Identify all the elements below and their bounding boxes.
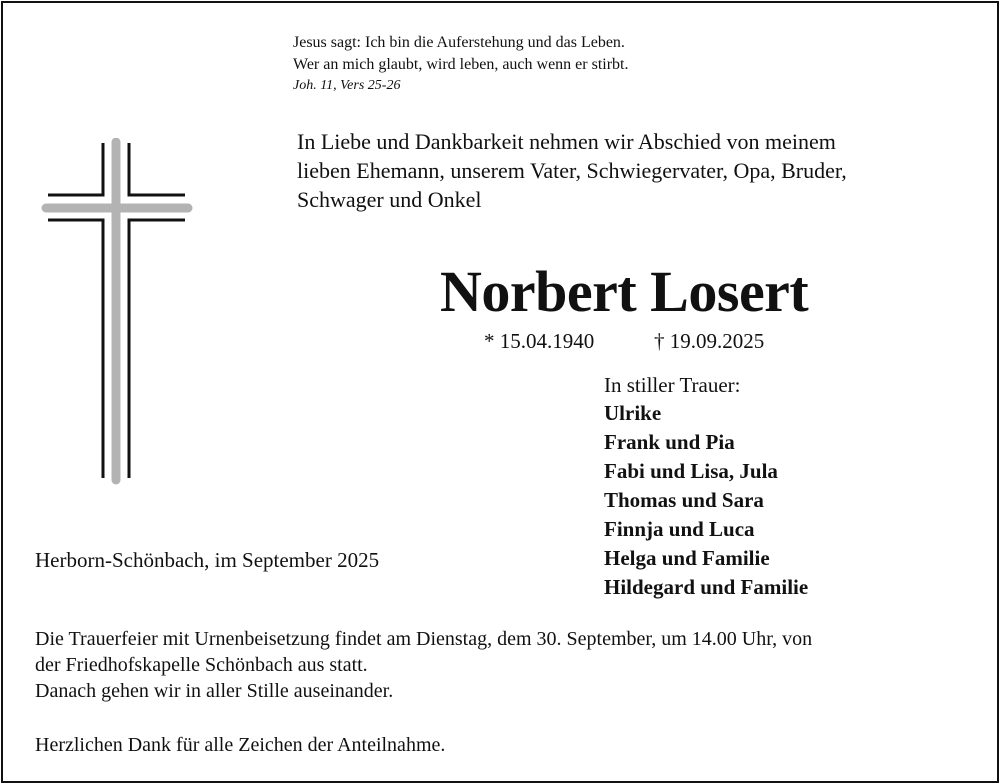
thanks-line: Herzlichen Dank für alle Zeichen der Anteilnahme. <box>35 734 446 756</box>
mourner: Helga und Familie <box>604 546 770 570</box>
verse-line-2: Wer an mich glaubt, wird leben, auch wenn er stirbt. <box>293 56 629 73</box>
place-date: Herborn-Schönbach, im September 2025 <box>35 548 380 572</box>
verse-reference: Joh. 11, Vers 25-26 <box>293 78 401 93</box>
mourner: Ulrike <box>604 401 662 425</box>
deceased-name: Norbert Losert <box>440 259 809 324</box>
service-line-1: Die Trauerfeier mit Urnenbeisetzung findet am Dienstag, dem 30. September, um 14.00 Uhr, von <box>35 628 813 650</box>
mourners-label: In stiller Trauer: <box>604 373 741 397</box>
mourner: Thomas und Sara <box>604 488 764 512</box>
intro-line-3: Schwager und Onkel <box>297 187 482 212</box>
mourner: Frank und Pia <box>604 430 735 454</box>
mourner: Finnja und Luca <box>604 517 755 541</box>
mourner: Hildegard und Familie <box>604 575 809 599</box>
service-line-3: Danach gehen wir in aller Stille auseinander. <box>35 680 394 702</box>
cross-icon <box>40 138 195 488</box>
intro-line-1: In Liebe und Dankbarkeit nehmen wir Abschied von meinem <box>297 129 836 154</box>
mourner: Fabi und Lisa, Jula <box>604 459 778 483</box>
service-line-2: der Friedhofskapelle Schönbach aus statt. <box>35 654 368 676</box>
verse-line-1: Jesus sagt: Ich bin die Auferstehung und das Leben. <box>293 34 625 51</box>
death-date: † 19.09.2025 <box>654 329 765 353</box>
birth-date: * 15.04.1940 <box>484 329 595 353</box>
intro-line-2: lieben Ehemann, unserem Vater, Schwiegervater, Opa, Bruder, <box>297 158 847 183</box>
